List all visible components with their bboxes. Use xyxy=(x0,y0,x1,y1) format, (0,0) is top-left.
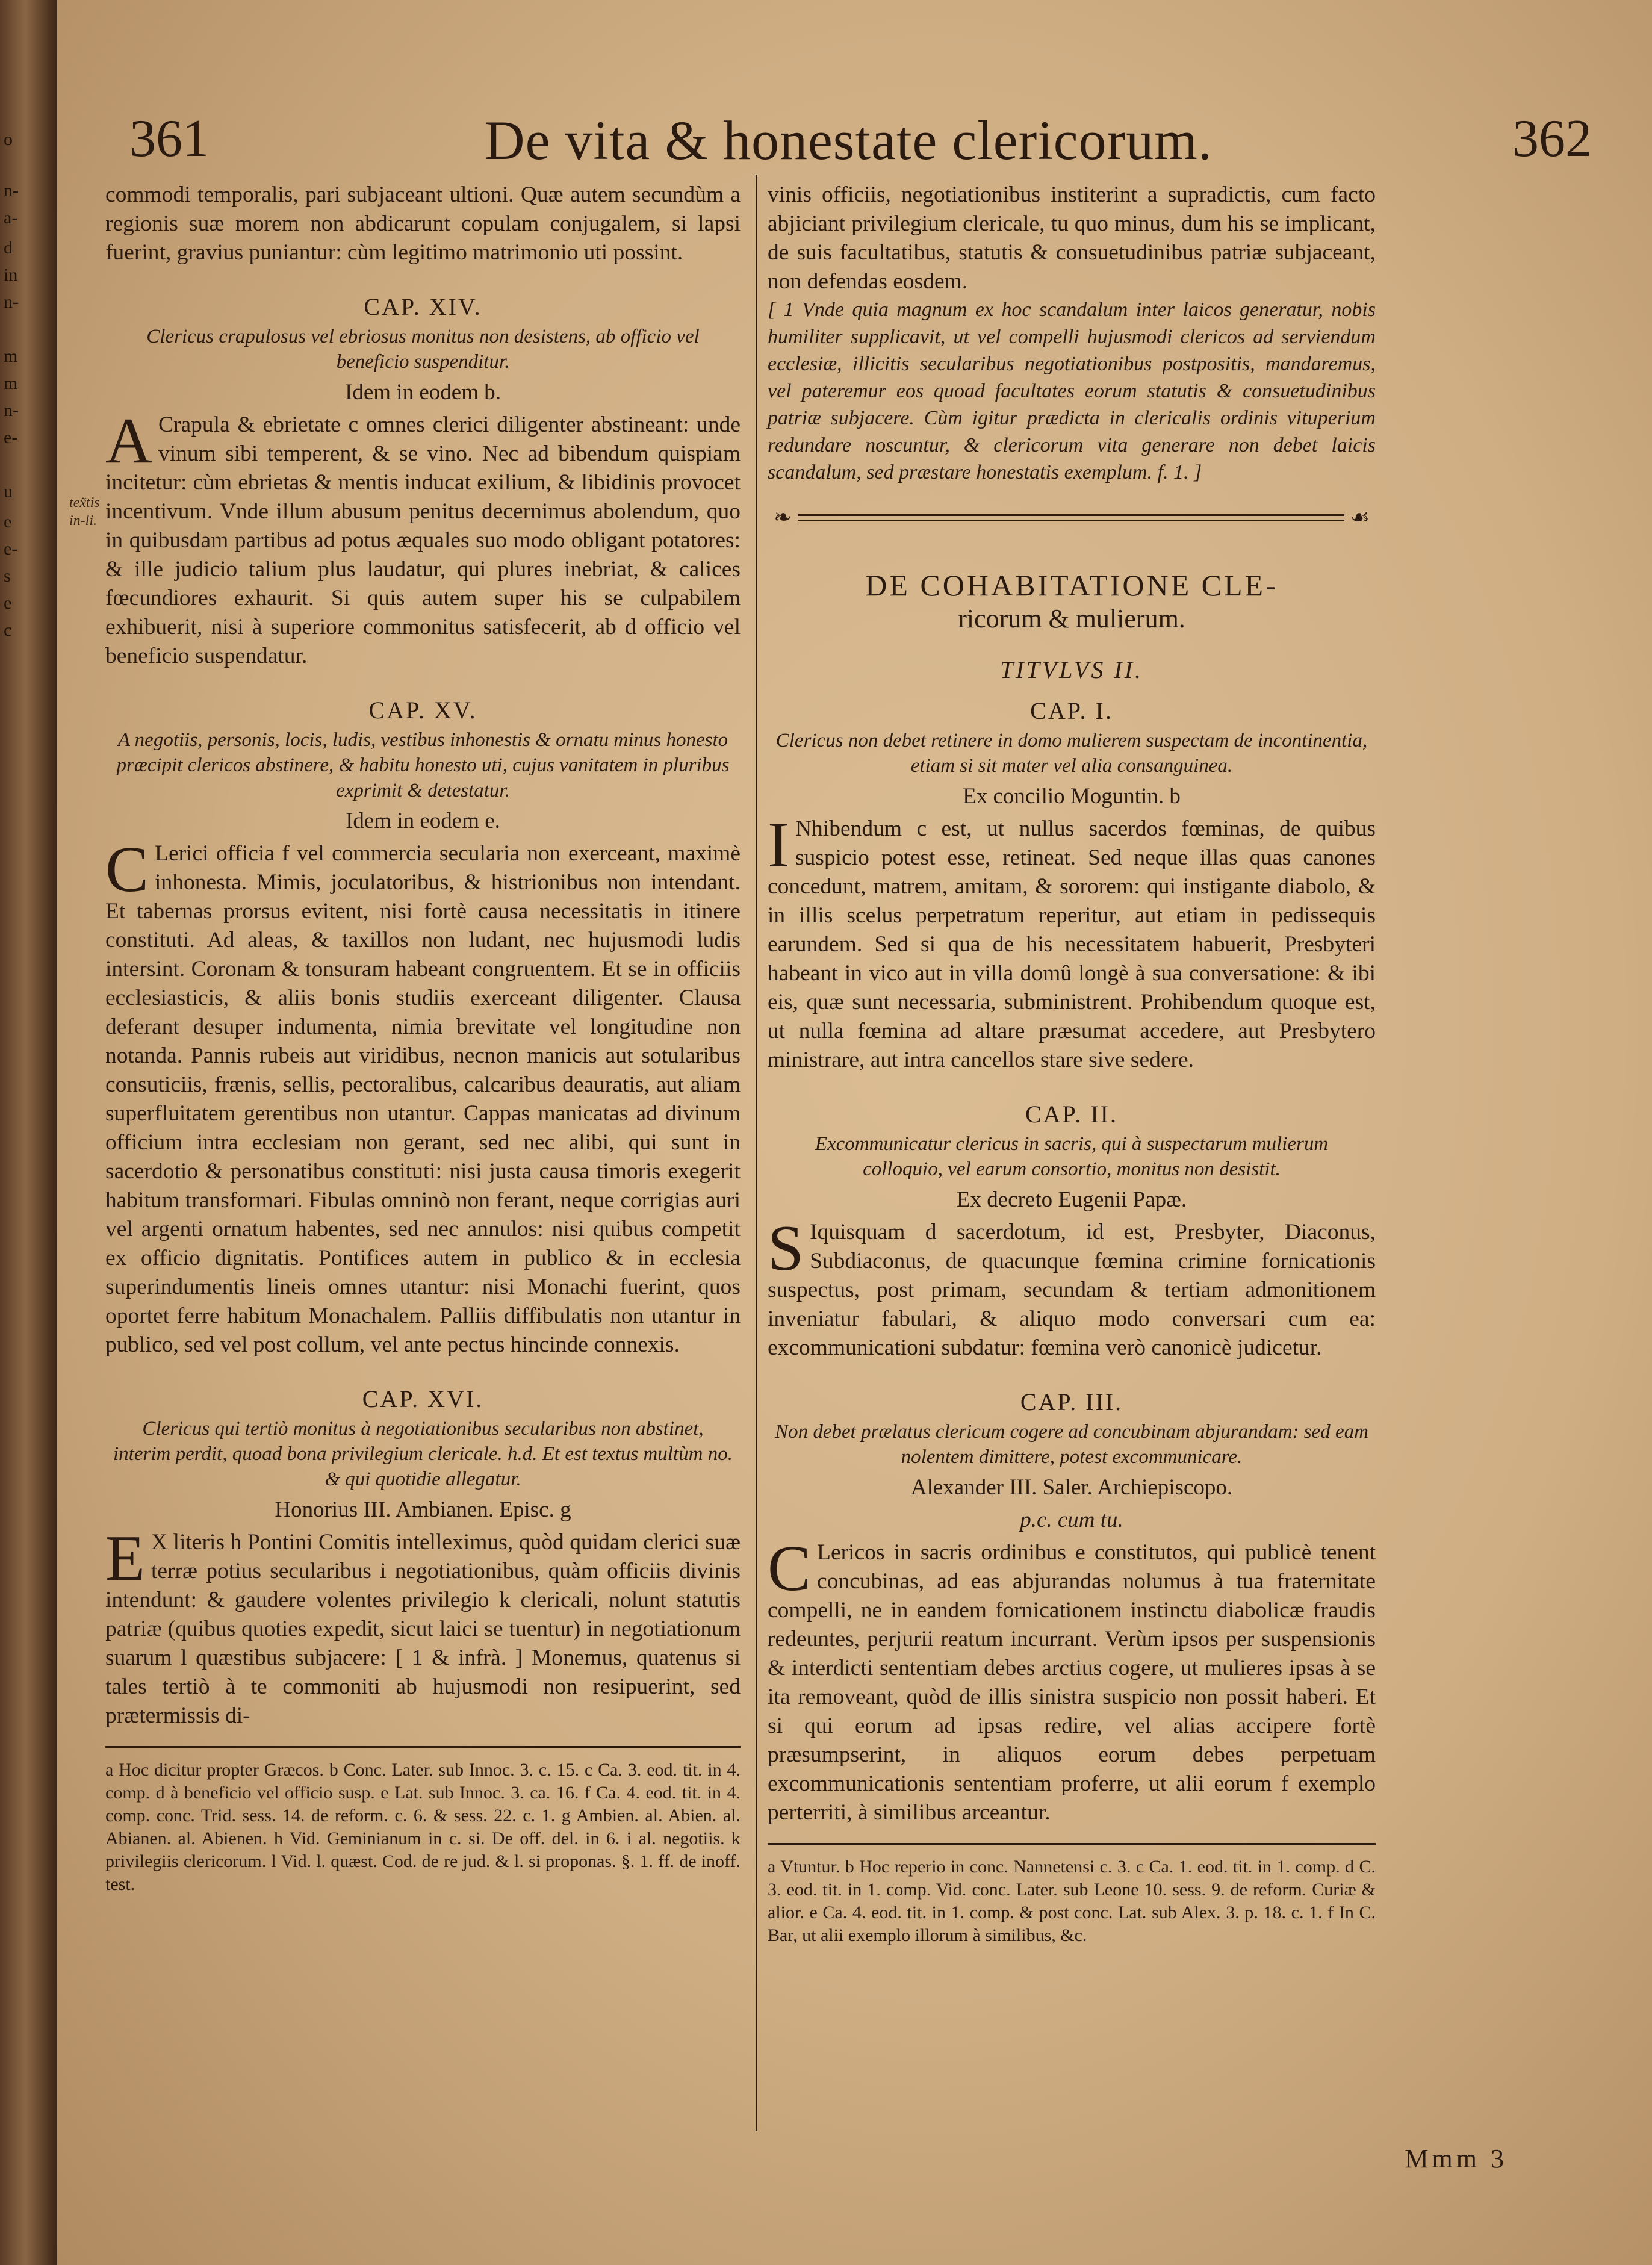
drop-initial: S xyxy=(768,1213,804,1284)
footnotes: a Vtuntur. b Hoc reperio in conc. Nannetensi c. 3. c Ca. 1. eod. tit. in 1. comp. d C. 3. eod. tit. in 1. comp. Vid. conc. Later. sub Leone 10. sess. 9. de reform. Curiæ & alior. e Ca. 4. eod. tit. in 1. comp. & post conc. Lat. sub Alex. 3. p. 18. c. 1. f In C. Bar, ut alii exemplo illorum à similibus, &c. xyxy=(768,1843,1376,1947)
drop-initial: A xyxy=(105,405,152,477)
gutter-fragment: c xyxy=(4,620,12,640)
intro-paragraph: commodi temporalis, pari subjaceant ultioni. Quæ autem secundùm a regionis suæ morem non abdicarunt copulam conjugalem, si lapsi fuerint, gravius puniantur: cùm legitimo matrimonio uti possint. xyxy=(105,182,741,265)
chapter-source: Alexander III. Saler. Archiepiscopo. xyxy=(910,1475,1233,1500)
chapter-text: Lericos in sacris ordinibus e constitutos, qui publicè tenent concubinas, ad eas abjurandas nolumus à tua fraternitate compelli, ne in eandem fornicationem instinctu diabolicæ fraudis redeuntes, perjurii reatum incurrant. Verùm ipsos per suspensionis & interdicti sententiam debes arctius cogere, ut mulieres ipsas à se ita removeant, quòd de illis sinistra suspicio non possit haberi. Et si qui eorum ad ipsas redire, vel alias accipere fortè præsumpserint, in aliquos eorum debes perpetuam excommunicationis sententiam proferre, ut alii eorum f exemplo perterriti, à similibus arceantur. xyxy=(768,1540,1376,1825)
right-column xyxy=(768,181,1376,1947)
chapter-body xyxy=(768,809,1376,1075)
running-title: De vita & honestate clericorum. xyxy=(485,110,1213,171)
gutter-fragment: in xyxy=(4,265,18,285)
gutter-fragment: m xyxy=(4,373,18,393)
chapter-text: Iquisquam d sacerdotum, id est, Presbyter, Diaconus, Subdiaconus, de quacunque fœmina crimine fornicationis suspectus, post primam, secundam & tertiam admonitionem inveniatur fabulari, & aliquo modo conversari cum ea: excommunicationi subdatur: fœmina verò canonicè judicetur. xyxy=(768,1220,1376,1360)
gutter-fragment: e- xyxy=(4,539,18,559)
gutter-fragment: a- xyxy=(4,208,18,228)
chapter-source: Ex decreto Eugenii Papæ. xyxy=(956,1187,1187,1212)
chapter-heading: CAP. XV. xyxy=(368,697,477,724)
chapter-summary: A negotiis, personis, locis, ludis, vestibus inhonestis & ornatu minus honesto præcipit clericos abstinere, & habitu honesto uti, cujus vanitatem in pluribus exprimit & detestatur. xyxy=(116,729,730,801)
chapter-text: Nhibendum c est, ut nullus sacerdos fœminas, de quibus suspicio potest esse, retineat. Sed neque illas quas canones concedunt, matrem, amitam, & sororem: qui instigante diabolo, & in illis scelus perpetratum reperitur, aut etiam in pedissequis earundem. Sed si qua de his necessitatem habuerit, Presbyteri habeant in vico aut in villa domû longè à sua conversatione: & ibi eis, quæ sunt necessaria, subministrent. Prohibendum quoque est, ut nulla fœmina ad altare præsumat accedere, aut Presbytero ministrare, aut intra cancellos stare sive sedere. xyxy=(768,816,1376,1072)
chapter-text: Crapula & ebrietate c omnes clerici diligenter abstineant: unde vinum sibi temperent, & se vino. Nec ad bibendum quispiam incitetur: cùm ebrietas & mentis inducat exilium, & libidinis provocet incentivum. Vnde illum abusum penitus decernimus abolendum, quo in quibusdam partibus ad potus æquales suo modo obligant potatores: & ille judicio talium plus laudatur, qui plures inebriat, & calices fœcundiores exhaurit. Si quis autem super his se culpabilem exhibuerit, nisi à superiore commonitus satisfecerit, ab d officio vel beneficio suspendatur. xyxy=(105,412,741,668)
chapter-source: Honorius III. Ambianen. Episc. g xyxy=(275,1497,571,1522)
gutter-fragment: e xyxy=(4,512,12,532)
book-page xyxy=(57,0,1652,2265)
chapter-heading: CAP. I. xyxy=(1030,697,1113,724)
gutter-fragment: e xyxy=(4,593,12,613)
titulus-heading: TITVLVS II. xyxy=(999,656,1144,683)
bracketed-passage: [ 1 Vnde quia magnum ex hoc scandalum inter laicos generatur, nobis humiliter supplicavit, ut vel compelli hujusmodi clericos ad serviendum ecclesiæ, illicitis secularibus negotiationibus postpositis, mandaremus, vel pateremur eos quoad facultates eorum statutis & consuetudinibus patriæ subjacere. Cùm igitur prædicta in clericalis ordinis vituperium redundare noscuntur, & clericorum vita generare non debet laicis scandalum, sed præstare honestatis exemplum. f. 1. ] xyxy=(768,299,1376,483)
chapter-summary: Excommunicatur clericus in sacris, qui à suspectarum mulierum colloquio, vel earum consortio, monitus non desistit. xyxy=(815,1133,1329,1180)
drop-initial: C xyxy=(768,1533,812,1605)
chapter-body xyxy=(105,834,741,1359)
chapter-source: Ex concilio Moguntin. b xyxy=(963,784,1181,809)
chapter-body xyxy=(768,1213,1376,1362)
chapter-text: Lerici officia f vel commercia secularia non exerceant, maximè inhonesta. Mimis, joculatoribus, & histrionibus non intendant. Et tabernas prorsus evitent, nisi fortè causa necessitatis in itinere constituti. Ad aleas, & taxillos non ludant, nec hujusmodi ludis intersint. Coronam & tonsuram habeant congruentem. Et se in officiis ecclesiasticis, & aliis bonis studiis exerceant diligenter. Clausa deferant desuper indumenta, nimia brevitate vel longitudine non notanda. Pannis rubeis aut viridibus, necnon manicis aut sotularibus consuticiis, frænis, sellis, pectoralibus, calcaribus deauratis, aut aliam superfluitatem gerentibus non utantur. Cappas manicatas ad divinum officium intra ecclesiam non gerant, sed nec alibi, qui sunt in sacerdotio & personatibus constituti: nisi justa causa timoris exegerit habitum transformari. Fibulas omninò non ferant, neque corrigias auri vel argenti ornatum habentes, sed nec annulos: nisi quibus competit ex officio dignitatis. Pontifices autem in publico & in ecclesia superindumentis lineis omnes utantur: nisi Monachi fuerint, quos oportet ferre habitum Monachalem. Palliis diffibulatis non utantur in publico, sed vel post collum, vel ante pectus hincinde connexis. xyxy=(105,841,741,1357)
chapter-body xyxy=(768,1533,1376,1827)
ornamental-rule xyxy=(768,503,1376,532)
right-page-number: 362 xyxy=(1512,110,1592,168)
chapter-source: Idem in eodem e. xyxy=(346,809,500,833)
chapter-source-note: p.c. cum tu. xyxy=(1020,1508,1123,1532)
chapter-summary: Clericus qui tertiò monitus à negotiationibus secularibus non abstinet, interim perdit, quoad bona privilegium clericale. h.d. Et est textus multùm no. & qui quotidie allegatur. xyxy=(113,1418,733,1490)
ornament-line xyxy=(798,514,1344,521)
chapter-heading: CAP. XIV. xyxy=(364,293,482,320)
gutter-fragment: e- xyxy=(4,427,18,447)
section-subtitle: ricorum & mulierum. xyxy=(958,604,1185,633)
chapter-text: X literis h Pontini Comitis intelleximus, quòd quidam clerici suæ terræ potius secularibus i negotiationibus, quàm officiis divinis intendunt: & gaudere volentes privilegio k clericali, nolunt statutis patriæ (quibus quoties expedit, sicut laici se tuentur) in negotiationum suarum l quæstibus subjacere: [ 1 & infrà. ] Monemus, quatenus si tales tertiò à te commoniti ab hujusmodi non resipuerint, sed prætermissis di- xyxy=(105,1530,741,1728)
gutter-fragment: n- xyxy=(4,181,19,200)
chapter-body xyxy=(105,405,741,671)
gutter-fragment: u xyxy=(4,482,13,502)
chapter-source: Idem in eodem b. xyxy=(345,380,501,405)
chapter-heading: CAP. XVI. xyxy=(362,1385,484,1412)
left-page-number: 361 xyxy=(129,110,209,168)
signature-mark: Mmm 3 xyxy=(1405,2144,1508,2173)
binding-gutter xyxy=(0,0,57,2265)
gutter-fragment: o xyxy=(4,129,13,149)
gutter-fragment: m xyxy=(4,346,18,366)
running-header xyxy=(93,96,1604,181)
chapter-summary: Clericus non debet retinere in domo mulierem suspectam de incontinentia, etiam si sit mater vel alia consanguinea. xyxy=(775,730,1368,777)
gutter-fragment: s xyxy=(4,566,11,586)
gutter-fragment: n- xyxy=(4,400,19,420)
drop-initial: E xyxy=(105,1523,145,1594)
gutter-fragment: d xyxy=(4,238,13,258)
chapter-heading: CAP. II. xyxy=(1025,1101,1119,1128)
flourish-icon: ❧ xyxy=(774,505,792,529)
margin-annotation: tex̃tis in-li. xyxy=(69,495,100,529)
drop-initial: I xyxy=(768,809,789,881)
section-title: DE COHABITATIONE CLE- xyxy=(865,568,1278,602)
intro-paragraph: vinis officiis, negotiationibus institerint a supradictis, cum facto abjiciant privilegium clericale, tu quo minus, dum his se implicant, de suis facultatibus, statutis & consuetudinibus patriæ subjaceant, non defendas eosdem. xyxy=(768,182,1376,294)
column-divider xyxy=(756,175,757,2131)
gutter-fragment: n- xyxy=(4,292,19,312)
chapter-heading: CAP. III. xyxy=(1020,1388,1123,1415)
chapter-summary: Non debet prælatus clericum cogere ad concubinam abjurandam: sed eam nolentem dimittere, potest excommunicare. xyxy=(775,1421,1368,1468)
chapter-body xyxy=(105,1523,741,1730)
footnotes: a Hoc dicitur propter Græcos. b Conc. Later. sub Innoc. 3. c. 15. c Ca. 3. eod. tit. in 4. comp. d à beneficio vel officio susp. e Lat. sub Innoc. 3. ca. 16. f Ca. 4. eod. tit. in 4. comp. conc. Trid. sess. 14. de reform. c. 6. & sess. 22. c. 1. g Ambien. al. Abien. al. Abianen. al. Abienen. h Vid. Geminianum in c. si. De off. del. in 6. i al. negotiis. k privilegiis clericorum. l Vid. l. quæst. Cod. de re jud. & l. si proponas. §. 1. ff. de inoff. test. xyxy=(105,1746,741,1896)
drop-initial: C xyxy=(105,834,149,906)
left-column xyxy=(105,181,741,1896)
chapter-summary: Clericus crapulosus vel ebriosus monitus non desistens, ab officio vel beneficio suspenditur. xyxy=(146,326,700,373)
flourish-icon: ☙ xyxy=(1350,505,1370,529)
